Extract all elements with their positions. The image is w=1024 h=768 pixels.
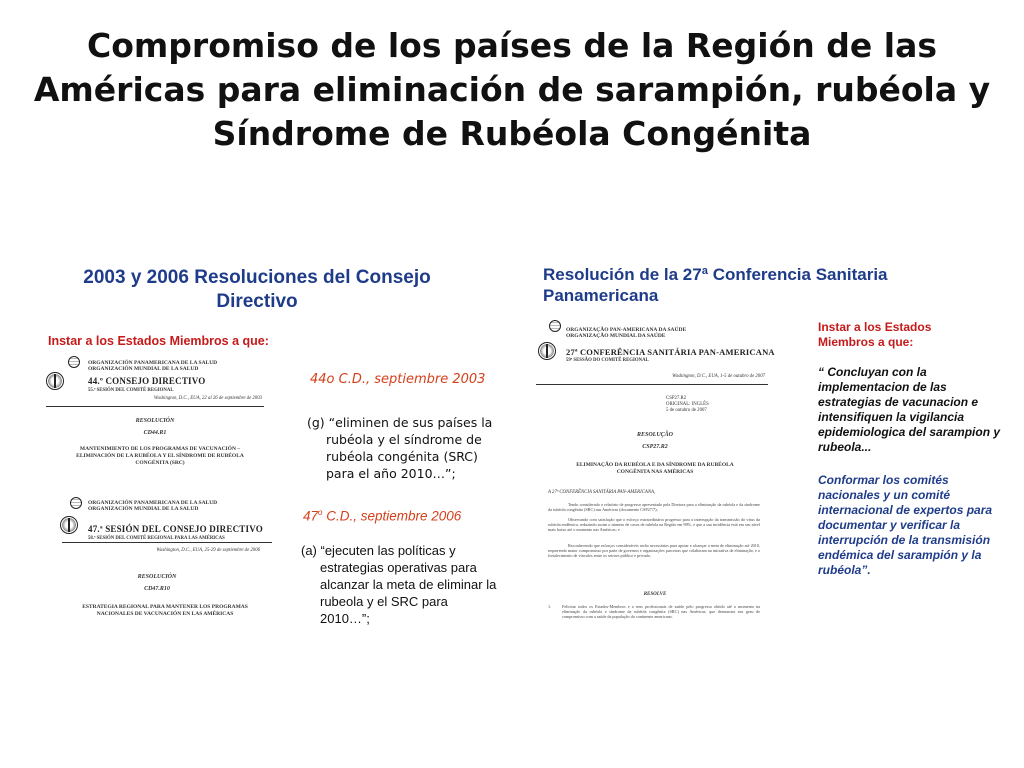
quote-2006-first: (a) “ejecuten las políticas y <box>301 543 456 558</box>
doc2-council: 47.ª SESIÓN DEL CONSEJO DIRECTIVO <box>88 524 263 534</box>
doc2-session: 58.ª SESIÓN DEL COMITÉ REGIONAL PARA LAS AMÉRICAS <box>88 536 225 541</box>
paho-globe-icon <box>70 497 82 509</box>
cd-2006-rest: C.D., septiembre 2006 <box>322 508 462 524</box>
slide-title: Compromiso de los países de la Región de las Américas para eliminación de sarampión, rubéola y Síndrome de Rubéola Congénita <box>33 26 991 153</box>
quote-2006-rest: estrategias operativas para alcanzar la meta de eliminar la rubeola y el SRC para 2010…”; <box>320 560 497 626</box>
doc3-conference: 27ª CONFERÊNCIA SANITÁRIA PAN-AMERICANA <box>566 347 775 357</box>
doc3-para-3: Reconhecendo que esforços consideráveis serão necessários para apoiar e alcançar a meta de eliminação até 2010, requerendo maior compromisso por parte de governos e organizações parceiras que colaboram na iniciativa de eliminação, e o fortalecimento de vínculos entre os setores público e privado, <box>548 543 760 558</box>
doc3-ref-2: ORIGINAL: INGLÊS <box>666 402 709 407</box>
right-heading: Resolución de la 27ª Conferencia Sanitaria Panamericana <box>543 265 888 305</box>
cd-2006-number: 47 <box>303 508 319 524</box>
left-instar-text: Instar a los Estados Miembros a que: <box>48 334 269 348</box>
doc3-preamble: A 27ª CONFERÊNCIA SANITÁRIA PAN-AMERICANA, <box>548 490 656 495</box>
right-instar-text: Instar a los Estados Miembros a que: <box>818 320 932 349</box>
cd-2006-label <box>303 508 461 524</box>
doc1-subject: MANTENIMIENTO DE LOS PROGRAMAS DE VACUNACIÓN – ELIMINACIÓN DE LA RUBÉOLA Y EL SÍNDROME DE RUBÉOLA CONGÉNITA (SRC) <box>76 446 244 466</box>
doc1-council: 44.º CONSEJO DIRECTIVO <box>88 376 206 386</box>
doc2-res-label: RESOLUCIÓN <box>137 574 177 580</box>
who-emblem-icon <box>46 372 64 390</box>
doc2-subject: ESTRATEGIA REGIONAL PARA MANTENER LOS PROGRAMAS NACIONALES DE VACUNACIÓN EN LAS AMÉRICAS <box>82 604 248 617</box>
quote-2003-rest: rubéola y el síndrome de rubéola congénita (SRC) para el año 2010…”; <box>326 432 482 481</box>
paho-globe-icon <box>68 356 80 368</box>
quote-2003-first: (g) “eliminen de sus países la <box>307 415 493 430</box>
doc3-para-2: Observando com satisfação que o esforço extraordinário progresso para a interrupção da transmissão do vírus da rubéola endêmica, reduzindo assim o número de casos de rubéola na Região em 98%, e que a sua incidência está em seu nível mais baixo até o momento nas Américas; e <box>548 517 760 532</box>
right-quote-1: “ Concluyan con la implementacion de las estrategias de vacunacion e intensifiquen la vigilancia epidemiologica del sarampion y rubeola... <box>818 365 1001 454</box>
doc3-ref-1: CSP27.R2 <box>666 396 687 401</box>
doc2-divider <box>62 542 272 543</box>
cd-2006-ordinal: o <box>318 508 323 517</box>
doc3-ref-3: 5 de outubro de 2007 <box>666 408 707 413</box>
doc3-item-number: 1. <box>548 604 552 609</box>
doc1-session: 55.ª SESIÓN DEL COMITÉ REGIONAL <box>88 388 174 393</box>
doc3-divider <box>536 384 768 385</box>
doc3-resolve: RESOLVE <box>643 592 667 597</box>
doc3-org-1: ORGANIZAÇÃO PAN-AMERICANA DA SAÚDE <box>566 327 687 333</box>
left-heading: 2003 y 2006 Resoluciones del Consejo Directivo <box>83 267 431 312</box>
doc2-place: Washington, D.C., EUA, 25-29 de septiembre de 2006 <box>156 548 260 553</box>
quote-2003 <box>307 414 505 482</box>
doc1-res-id: CD44.R1 <box>143 430 167 436</box>
who-emblem-icon <box>538 342 556 360</box>
doc1-org-2: ORGANIZACIÓN MUNDIAL DE LA SALUD <box>88 366 199 372</box>
doc1-divider <box>46 406 264 407</box>
who-emblem-icon <box>60 516 78 534</box>
doc3-res-label: RESOLUÇÃO <box>636 432 673 438</box>
doc2-org-1: ORGANIZACIÓN PANAMERICANA DE LA SALUD <box>88 500 218 506</box>
doc3-subject: ELIMINAÇÃO DA RUBÉOLA E DA SÍNDROME DA RUBÉOLA CONGÊNITA NAS AMÉRICAS <box>576 462 734 475</box>
doc3-para-1: Tendo considerado o relatório de progresso apresentado pela Diretora para a eliminação da rubéola e da síndrome da rubéola congênita (SRC) nas Américas (documento CSP27/7); <box>548 502 760 512</box>
doc3-res-id: CSP27.R2 <box>642 444 668 450</box>
doc3-org-2: ORGANIZAÇÃO MUNDIAL DA SAÚDE <box>566 333 666 339</box>
quote-2006 <box>301 542 501 627</box>
right-quote-2: Conformar los comités nacionales y un comité internacional de expertos para documentar y verificar la interrupción de la transmisión endémica del sarampión y la rubéola”. <box>818 473 993 577</box>
doc2-res-id: CD47.R10 <box>144 586 170 592</box>
cd-2003-label: 44o C.D., septiembre 2003 <box>310 372 486 387</box>
doc1-org-1: ORGANIZACIÓN PANAMERICANA DE LA SALUD <box>88 360 218 366</box>
doc3-item-1: Felicitar todos os Estados-Membros e a seus profissionais de saúde pelo progresso obtido até o momento na eliminação da rubéola e síndrome da rubéola congênita (SRC) nas Américas, que demonstra seu grau de compromisso com a saúde da população do continente americano. <box>562 604 760 619</box>
doc3-session: 59ª SESSÃO DO COMITÊ REGIONAL <box>566 358 649 363</box>
doc3-place: Washington, D.C., EUA, 1-5 de outubro de 2007 <box>672 374 765 379</box>
doc2-org-2: ORGANIZACIÓN MUNDIAL DE LA SALUD <box>88 506 199 512</box>
doc1-res-label: RESOLUCIÓN <box>135 418 175 424</box>
paho-globe-icon <box>549 320 561 332</box>
doc1-place: Washington, D.C., EUA, 22 al 26 de septiembre de 2003 <box>153 396 262 401</box>
